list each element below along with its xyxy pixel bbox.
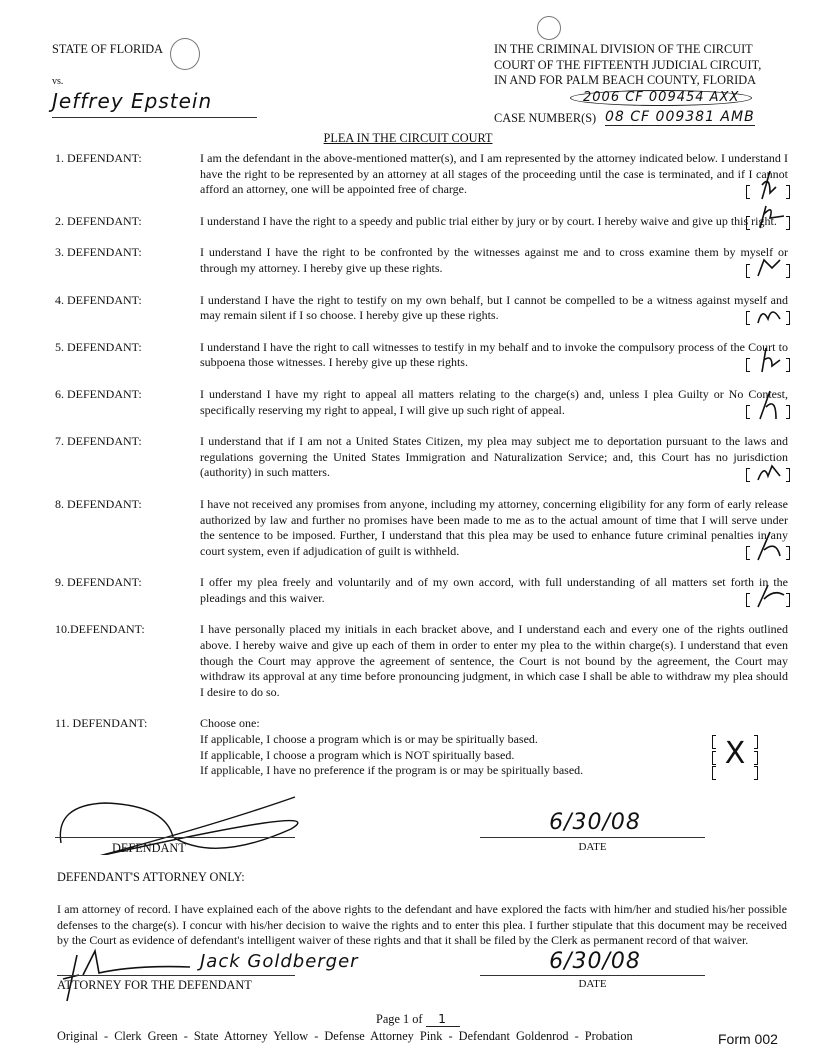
item-6-label: 6. DEFENDANT: [55,386,142,401]
initials-2-icon [760,206,784,228]
initials-7-icon [758,466,780,480]
attorney-section-heading: DEFENDANT'S ATTORNEY ONLY: [57,870,245,884]
option-not-spiritual: If applicable, I choose a program which is NOT spiritually based. [200,747,515,762]
item-5-text: I understand I have the right to call witnesses to testify in my behalf and to invoke the compulsory process of the Court to subpoena those witnesses. I hereby give up these rights. [200,339,788,370]
defendant-signature-line [55,837,295,838]
item-2-text: I understand I have the right to a speedy and public trial either by jury or by court. I hereby waive and give up this right. [200,213,777,228]
page-prefix: Page 1 of [376,1012,423,1026]
initials-7-bracket [746,452,790,484]
initials-5-bracket [746,342,790,374]
option-brackets [712,734,758,780]
initials-1-bracket [746,169,790,201]
defendant-name-handwritten: Jeffrey Epstein [52,89,213,113]
plea-items [0,151,816,795]
option-selected-mark: X [724,736,746,772]
initials-3-icon [758,260,780,276]
item-8-label: 8. DEFENDANT: [55,496,142,511]
item-10-label: 10.DEFENDANT: [55,622,145,637]
item-10 [0,622,816,700]
item-2 [0,214,816,230]
option-no-preference: If applicable, I have no preference if the program is or may be spiritually based. [200,763,584,778]
initials-8-icon [758,532,780,560]
court-line-1: IN THE CRIMINAL DIVISION OF THE CIRCUIT [494,42,753,56]
item-4-label: 4. DEFENDANT: [55,292,142,307]
item-10-text: I have personally placed my initials in each bracket above, and I understand each and every one of the rights outlined above. I hereby waive and give up each of them in order to enter my plea to the within charge(s). I understand that even though the Court may approve the agreement of sentence, the Court is not bound by the agreement, the Court may withdraw its approval at any time before pronouncing judgment, in which case I shall be able to withdraw my plea should I desire to do so. [200,622,788,699]
case-number-1-handwritten: 2006 CF 009454 AXX [570,90,752,106]
item-7 [0,434,816,481]
item-4-text: I understand I have the right to testify on my own behalf, but I cannot be compelled to be a witness against myself and may remain silent if I so choose. I hereby give up these rights. [200,292,788,323]
initials-6-icon [760,391,776,419]
case-number-2-handwritten: 08 CF 009381 AMB [605,109,755,125]
page-indicator [376,1012,460,1027]
item-7-label: 7. DEFENDANT: [55,434,142,449]
attorney-certification-text: I am attorney of record. I have explained each of the above rights to the defendant and have explored the facts with him/her and studied his/her possible defenses to the charge(s). I concur with his/her decision to waive the rights and to enter this plea. I further stipulate that this document may be received by the Court as evidence of defendant's intelligent waiver of these rights and that it shall be filed by the Clerk as permanent record of that waiver. [57,902,787,948]
page-total: 1 [426,1012,460,1027]
document-title: PLEA IN THE CIRCUIT COURT [323,131,493,145]
item-9-text: I offer my plea freely and voluntarily and of my own accord, with full understanding of all matters set forth in the pleadings and this waiver. [200,575,788,605]
initials-2-bracket [746,200,790,232]
item-3 [0,245,816,276]
defendant-date-handwritten: 6/30/08 [549,810,641,835]
case-number-label: CASE NUMBER(S) [494,111,597,125]
initials-5-icon [762,348,780,372]
item-8-text: I have not received any promises from anyone, including my attorney, concerning eligibility for any form of early release authorized by law and further no promises have been made to me as to the actual amount of time that I will serve under the sentence to be imposed. Further, I understand that this plea may be used to enhance future criminal penalties in any court system, even if adjudication of guilt is withheld. [200,496,788,558]
item-6 [0,387,816,418]
initials-3-bracket [746,248,790,280]
defendant-date-label: DATE [578,841,607,853]
item-1 [0,151,816,198]
item-9-label: 9. DEFENDANT: [55,575,142,590]
option-2-bracket [712,751,716,765]
initials-9-icon [758,585,784,607]
item-11 [0,716,816,778]
option-spiritual: If applicable, I choose a program which is or may be spiritually based. [200,732,538,747]
defendant-date-line [480,837,705,838]
state-label: STATE OF FLORIDA [52,42,164,56]
option-1-bracket [712,735,716,749]
initials-9-bracket [746,577,790,609]
attorney-signature-label: ATTORNEY FOR THE DEFENDANT [57,977,252,992]
attorney-date-label: DATE [578,977,607,990]
name-underline [52,117,257,118]
item-4 [0,293,816,324]
vs-label: vs. [52,76,64,87]
item-2-label: 2. DEFENDANT: [55,213,142,228]
option-3-bracket [712,766,716,780]
item-5-label: 5. DEFENDANT: [55,339,142,354]
item-1-text: I am the defendant in the above-mentioned matter(s), and I am represented by the attorney indicated below. I understand I have the right to be represented by an attorney at all stages of the proceeding until the case is terminated, and if I cannot afford an attorney, one will be appointed free of charge. [200,151,788,197]
attorney-signature-block [57,948,787,997]
item-1-label: 1. DEFENDANT: [55,151,142,165]
initials-4-bracket [746,295,790,327]
attorney-date-line [480,975,705,976]
court-line-3: IN AND FOR PALM BEACH COUNTY, FLORIDA [494,73,757,87]
item-5 [0,340,816,371]
initials-4-icon [758,312,780,323]
choose-one-label: Choose one: [200,716,260,731]
item-8 [0,497,816,559]
punch-hole-icon [537,16,561,40]
initials-1-icon [762,171,776,199]
attorney-signature-handwritten: Jack Goldberger [200,950,359,972]
attorney-signature-line [57,975,295,976]
item-3-text: I understand I have the right to be confronted by the witnesses against me and to cross examine them by myself or through my attorney. I hereby give up these rights. [200,245,788,275]
item-7-text: I understand that if I am not a United States Citizen, my plea may subject me to deportation pursuant to the laws and regulations governing the United States Immigration and Naturalization Service; and, this Court has no jurisdiction (authority) in such matters. [200,434,788,480]
defendant-signature-label: DEFENDANT [112,841,186,855]
initials-6-bracket [746,389,790,421]
initials-8-bracket [746,530,790,562]
item-6-text: I understand I have my right to appeal all matters relating to the charge(s) and, unless I plea Guilty or No Contest, specifically reserving my right to appeal, I will give up such right of appeal. [200,386,788,417]
court-line-2: COURT OF THE FIFTEENTH JUDICIAL CIRCUIT, [494,57,762,72]
attorney-section [57,870,787,997]
item-3-label: 3. DEFENDANT: [55,245,142,260]
attorney-date-handwritten: 6/30/08 [549,948,641,974]
form-number: Form 002 [718,1031,778,1047]
punch-hole-icon [170,38,200,70]
distribution-list: Original - Clerk Green - State Attorney Yellow - Defense Attorney Pink - Defendant Goldenrod - Probation [57,1029,633,1043]
item-9 [0,575,816,606]
item-11-label: 11. DEFENDANT: [55,716,148,731]
